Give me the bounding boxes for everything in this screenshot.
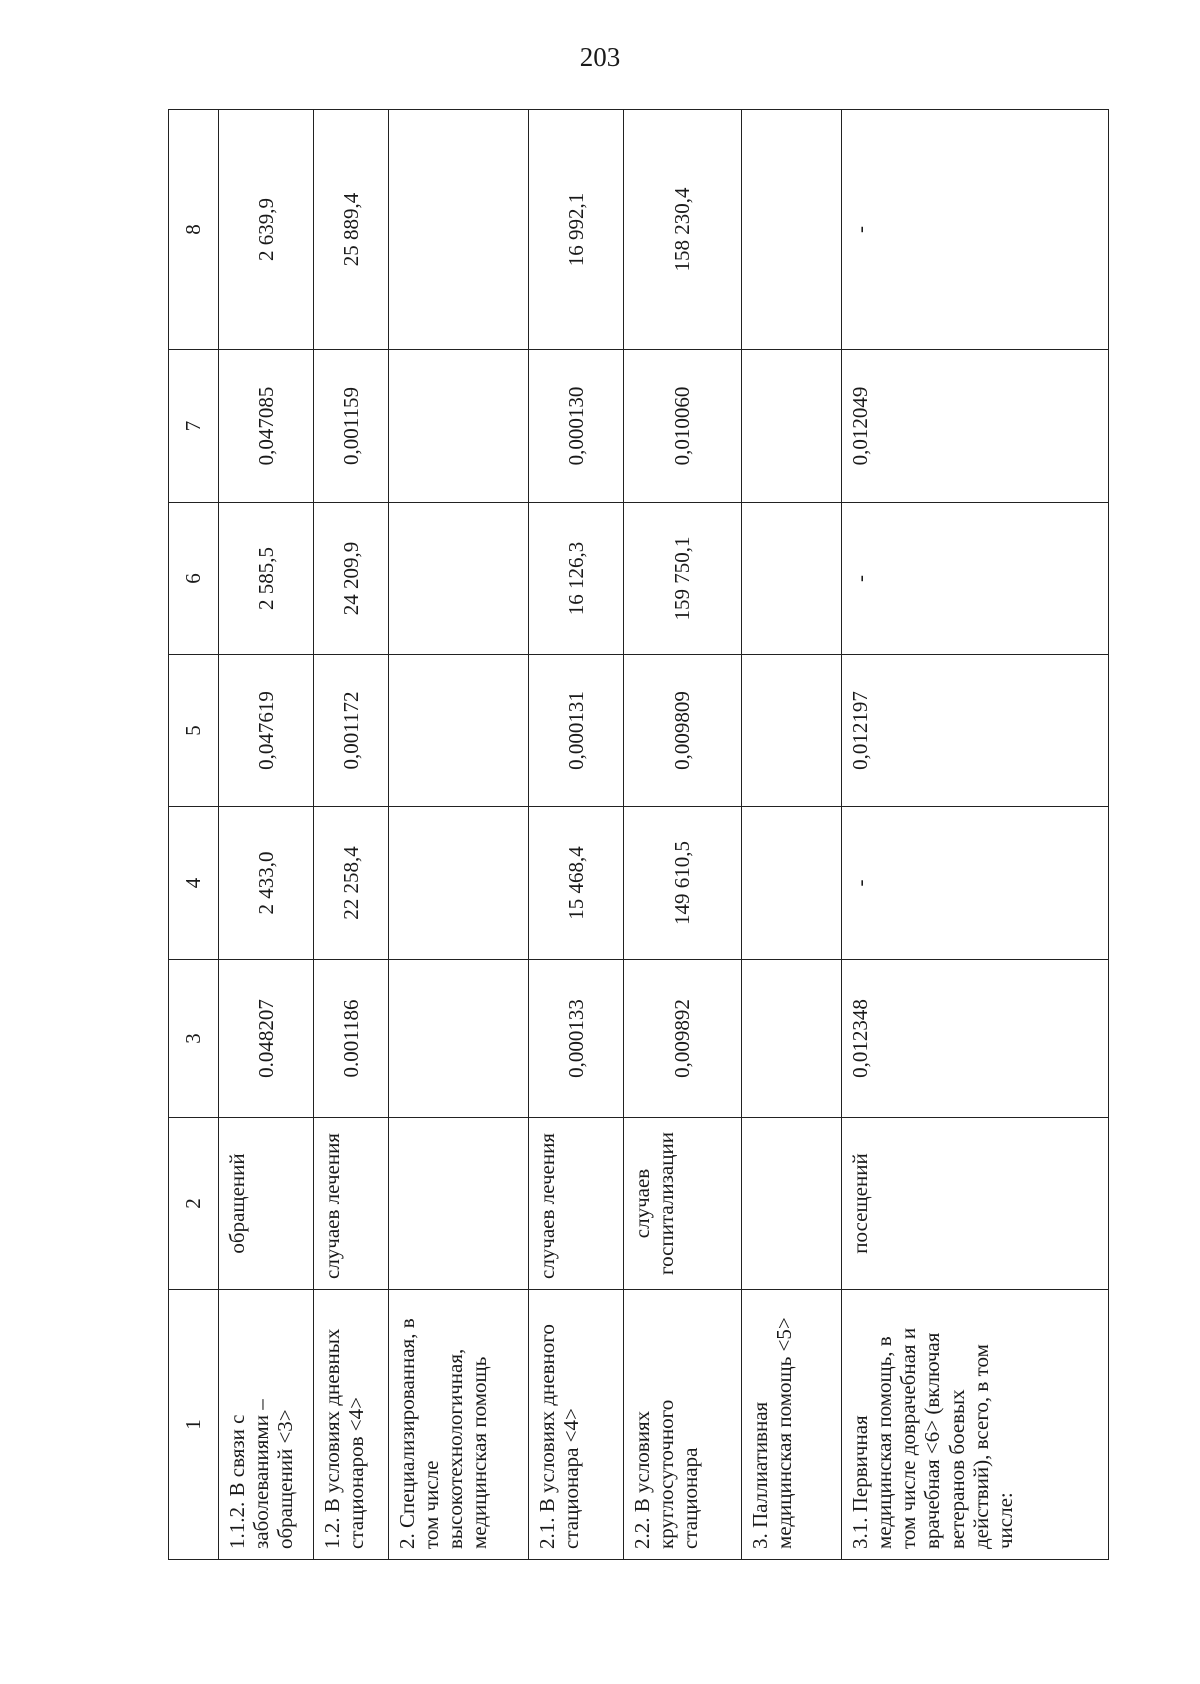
value-cell bbox=[389, 110, 529, 350]
value-cell: 16 126,3 bbox=[529, 503, 624, 655]
value-cell: 0,010060 bbox=[624, 350, 742, 503]
unit-cell: случаев лечения bbox=[314, 1118, 389, 1290]
value-cell: 24 209,9 bbox=[314, 503, 389, 655]
value-cell: 16 992,1 bbox=[529, 110, 624, 350]
value-cell: 0,001159 bbox=[314, 350, 389, 503]
page-number: 203 bbox=[579, 42, 621, 72]
value-cell: 25 889,4 bbox=[314, 110, 389, 350]
table-header-row bbox=[169, 110, 219, 1560]
table-row bbox=[389, 110, 529, 1560]
table-row bbox=[529, 110, 624, 1560]
column-header: 8 bbox=[169, 110, 219, 350]
row-label: 3.1. Первичная медицинская помощь, в том числе доврачебная и врачебная <6> (включая ветеранов боевых действий), всего, в том числе: bbox=[842, 1290, 1109, 1560]
table-row bbox=[624, 110, 742, 1560]
table-row bbox=[842, 110, 1109, 1560]
value-cell bbox=[389, 655, 529, 807]
column-header: 4 bbox=[169, 807, 219, 960]
value-cell: 2 639,9 bbox=[219, 110, 314, 350]
value-cell bbox=[742, 655, 842, 807]
value-cell: 158 230,4 bbox=[624, 110, 742, 350]
value-cell: 0,012197 bbox=[842, 655, 1109, 807]
value-cell bbox=[742, 350, 842, 503]
value-cell: 15 468,4 bbox=[529, 807, 624, 960]
row-label: 2.1. В условиях дневного стационара <4> bbox=[529, 1290, 624, 1560]
value-cell: 0,047619 bbox=[219, 655, 314, 807]
table-row bbox=[742, 110, 842, 1560]
table-row bbox=[219, 110, 314, 1560]
data-table bbox=[168, 109, 1109, 1560]
value-cell: 0,001172 bbox=[314, 655, 389, 807]
unit-cell: случаев лечения bbox=[529, 1118, 624, 1290]
value-cell bbox=[742, 807, 842, 960]
column-header: 2 bbox=[169, 1118, 219, 1290]
unit-cell: обращений bbox=[219, 1118, 314, 1290]
value-cell: 0,047085 bbox=[219, 350, 314, 503]
value-cell: 22 258,4 bbox=[314, 807, 389, 960]
value-cell: - bbox=[842, 503, 1109, 655]
value-cell: 0.048207 bbox=[219, 960, 314, 1118]
value-cell bbox=[742, 960, 842, 1118]
value-cell: 159 750,1 bbox=[624, 503, 742, 655]
value-cell: 0,000133 bbox=[529, 960, 624, 1118]
value-cell bbox=[742, 110, 842, 350]
column-header: 3 bbox=[169, 960, 219, 1118]
value-cell: 2 433,0 bbox=[219, 807, 314, 960]
row-label: 2.2. В условиях круглосуточного стационара bbox=[624, 1290, 742, 1560]
unit-cell: случаев госпитализации bbox=[624, 1118, 742, 1290]
row-label: 2. Специализированная, в том числе высокотехнологичная, медицинская помощь bbox=[389, 1290, 529, 1560]
column-header: 6 bbox=[169, 503, 219, 655]
value-cell: 0,009892 bbox=[624, 960, 742, 1118]
value-cell: - bbox=[842, 807, 1109, 960]
value-cell: 0,012049 bbox=[842, 350, 1109, 503]
value-cell: 0,009809 bbox=[624, 655, 742, 807]
value-cell: 0,000131 bbox=[529, 655, 624, 807]
table-row bbox=[314, 110, 389, 1560]
unit-cell bbox=[389, 1118, 529, 1290]
column-header: 5 bbox=[169, 655, 219, 807]
table-container bbox=[168, 110, 1108, 1560]
value-cell bbox=[389, 807, 529, 960]
value-cell bbox=[389, 350, 529, 503]
column-header: 1 bbox=[169, 1290, 219, 1560]
row-label: 3. Паллиативная медицинская помощь <5> bbox=[742, 1290, 842, 1560]
value-cell: 0,012348 bbox=[842, 960, 1109, 1118]
unit-cell bbox=[742, 1118, 842, 1290]
value-cell: 0.001186 bbox=[314, 960, 389, 1118]
value-cell bbox=[742, 503, 842, 655]
value-cell: 2 585,5 bbox=[219, 503, 314, 655]
unit-cell: посещений bbox=[842, 1118, 1109, 1290]
value-cell: - bbox=[842, 110, 1109, 350]
row-label: 1.2. В условиях дневных стационаров <4> bbox=[314, 1290, 389, 1560]
row-label: 1.1.2. В связи с заболеваниями – обращений <3> bbox=[219, 1290, 314, 1560]
column-header: 7 bbox=[169, 350, 219, 503]
value-cell bbox=[389, 960, 529, 1118]
value-cell: 149 610,5 bbox=[624, 807, 742, 960]
value-cell bbox=[389, 503, 529, 655]
value-cell: 0,000130 bbox=[529, 350, 624, 503]
